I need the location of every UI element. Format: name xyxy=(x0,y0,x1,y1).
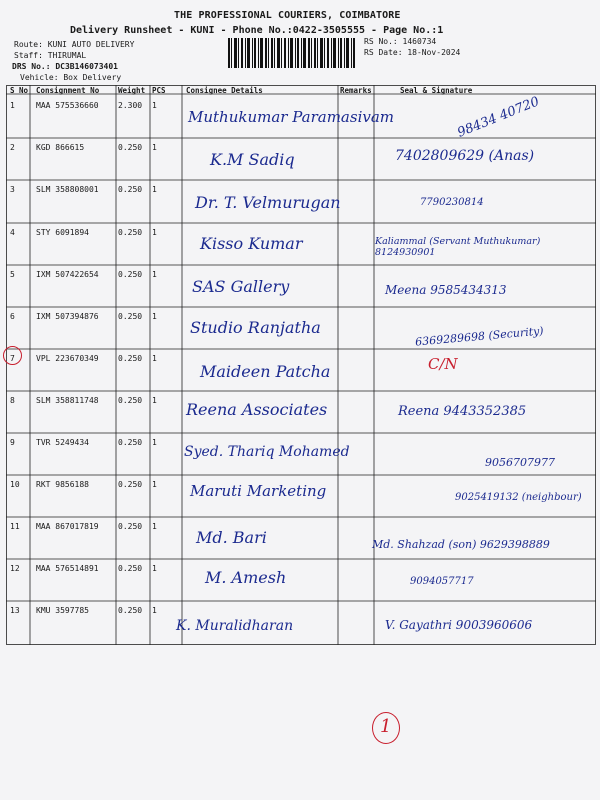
row-weight: 0.250 xyxy=(118,522,143,531)
row-sno: 7 xyxy=(10,354,15,363)
row-consignment: SLM 358811748 xyxy=(36,396,99,405)
row-signature-handwritten: 6369289698 (Security) xyxy=(414,324,545,349)
row-sno: 9 xyxy=(10,438,15,447)
row-weight: 0.250 xyxy=(118,480,143,489)
row-pcs: 1 xyxy=(152,101,157,110)
col-header-consignment: Consignment No xyxy=(36,86,100,95)
col-header-pcs: PCS xyxy=(152,86,166,95)
row-consignee-handwritten: Muthukumar Paramasivam xyxy=(188,108,395,126)
staff-label: Staff: THIRUMAL xyxy=(14,51,87,60)
row-pcs: 1 xyxy=(152,438,157,447)
row-weight: 0.250 xyxy=(118,312,143,321)
row-signature-handwritten: 7790230814 xyxy=(420,197,484,208)
row-sno: 10 xyxy=(10,480,20,489)
row-signature-handwritten: C/N xyxy=(428,355,458,373)
row-pcs: 1 xyxy=(152,522,157,531)
row-signature-handwritten: V. Gayathri 9003960606 xyxy=(385,618,533,632)
row-signature-handwritten: Kaliammal (Servant Muthukumar) 8124930901 xyxy=(375,236,541,258)
row-consignee-handwritten: Studio Ranjatha xyxy=(190,318,321,337)
runsheet-title: Delivery Runsheet - KUNI - Phone No.:0422-3505555 - Page No.:1 xyxy=(70,25,444,36)
row-consignee-handwritten: Reena Associates xyxy=(186,400,328,419)
col-header-sno: S No xyxy=(10,86,29,95)
row-consignee-handwritten: Dr. T. Velmurugan xyxy=(195,193,341,212)
rs-date: RS Date: 18-Nov-2024 xyxy=(364,48,461,57)
row-pcs: 1 xyxy=(152,564,157,573)
row-pcs: 1 xyxy=(152,396,157,405)
row-signature-handwritten: 7402809629 (Anas) xyxy=(395,148,535,164)
row-sno: 13 xyxy=(10,606,20,615)
row-pcs: 1 xyxy=(152,228,157,237)
row-consignment: KGD 866615 xyxy=(36,143,85,152)
row-consignment: RKT 9856188 xyxy=(36,480,89,489)
barcode xyxy=(228,38,356,68)
row-consignment: SLM 358808001 xyxy=(36,185,99,194)
row-signature-handwritten: 9056707977 xyxy=(485,456,555,469)
col-header-weight: Weight xyxy=(118,86,146,95)
row-signature-handwritten: 9025419132 (neighbour) xyxy=(455,492,582,503)
row-sno: 12 xyxy=(10,564,20,573)
row-weight: 0.250 xyxy=(118,606,143,615)
rs-number: RS No.: 1460734 xyxy=(364,37,437,46)
company-name: THE PROFESSIONAL COURIERS, COIMBATORE xyxy=(174,10,401,21)
row-consignment: MAA 867017819 xyxy=(36,522,99,531)
row-consignee-handwritten: Syed. Thariq Mohamed xyxy=(184,444,350,460)
row-pcs: 1 xyxy=(152,606,157,615)
row-consignment: IXM 507394876 xyxy=(36,312,99,321)
row-pcs: 1 xyxy=(152,143,157,152)
row-sno: 2 xyxy=(10,143,15,152)
row-signature-handwritten: Reena 9443352385 xyxy=(398,404,527,419)
row-weight: 0.250 xyxy=(118,438,143,447)
row-weight: 2.300 xyxy=(118,101,143,110)
row-consignee-handwritten: Kisso Kumar xyxy=(200,234,303,253)
row-weight: 0.250 xyxy=(118,564,143,573)
row-consignee-handwritten: SAS Gallery xyxy=(192,277,290,296)
row-pcs: 1 xyxy=(152,312,157,321)
row-signature-handwritten: 98434 40720 xyxy=(455,94,542,141)
col-header-signature: Seal & Signature xyxy=(400,86,473,95)
row-signature-handwritten: Md. Shahzad (son) 9629398889 xyxy=(372,538,550,551)
row-consignment: STY 6091894 xyxy=(36,228,89,237)
row-pcs: 1 xyxy=(152,480,157,489)
row-consignment: IXM 507422654 xyxy=(36,270,99,279)
row-consignment: KMU 3597785 xyxy=(36,606,89,615)
row-sno: 3 xyxy=(10,185,15,194)
row-consignment: MAA 576514891 xyxy=(36,564,99,573)
row-sno: 4 xyxy=(10,228,15,237)
row-consignee-handwritten: Maideen Patcha xyxy=(200,362,331,381)
row-pcs: 1 xyxy=(152,185,157,194)
vehicle-label: Vehicle: Box Delivery xyxy=(20,73,122,82)
row-signature-handwritten: 9094057717 xyxy=(410,576,474,587)
row-sno: 6 xyxy=(10,312,15,321)
row-weight: 0.250 xyxy=(118,270,143,279)
row-consignee-handwritten: Md. Bari xyxy=(196,528,267,547)
row-consignment: VPL 223670349 xyxy=(36,354,99,363)
row-consignee-handwritten: Maruti Marketing xyxy=(190,482,327,500)
row-consignment: MAA 575536660 xyxy=(36,101,99,110)
col-header-consignee: Consignee Details xyxy=(186,86,263,95)
row-sno: 8 xyxy=(10,396,15,405)
row-sno: 1 xyxy=(10,101,15,110)
row-consignee-handwritten: K. Muralidharan xyxy=(176,618,294,634)
row-pcs: 1 xyxy=(152,354,157,363)
row-pcs: 1 xyxy=(152,270,157,279)
row-weight: 0.250 xyxy=(118,354,143,363)
row-consignee-handwritten: K.M Sadiq xyxy=(210,150,295,169)
row-weight: 0.250 xyxy=(118,228,143,237)
row-sno: 11 xyxy=(10,522,20,531)
row-sno: 5 xyxy=(10,270,15,279)
drs-label: DRS No.: DC3B146073401 xyxy=(12,62,118,71)
row-weight: 0.250 xyxy=(118,396,143,405)
row-signature-handwritten: Meena 9585434313 xyxy=(385,283,507,297)
route-label: Route: KUNI AUTO DELIVERY xyxy=(14,40,135,49)
row-weight: 0.250 xyxy=(118,143,143,152)
page-mark-number: 1 xyxy=(380,716,392,737)
row-weight: 0.250 xyxy=(118,185,143,194)
row-consignee-handwritten: M. Amesh xyxy=(205,568,287,587)
col-header-remarks: Remarks xyxy=(340,86,372,95)
row-consignment: TVR 5249434 xyxy=(36,438,89,447)
